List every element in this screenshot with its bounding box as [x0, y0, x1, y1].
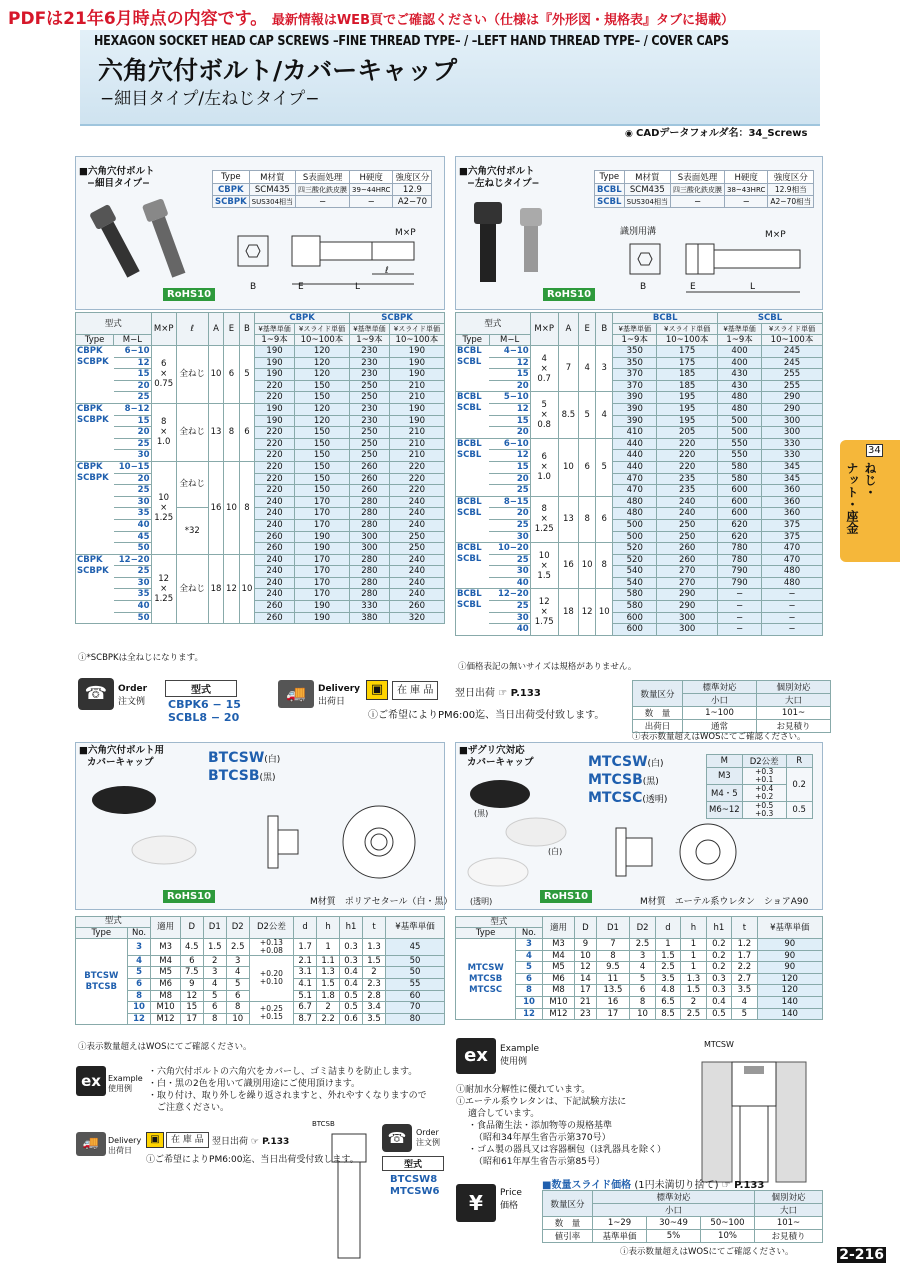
- page-number: 2-216: [839, 1247, 884, 1263]
- table-row: CBPK SCBPK 8−12 8 × 1.0 全ねじ 13 8 6 190 120 230 190: [76, 403, 445, 415]
- table-row: 15 190 120 230 190: [76, 415, 445, 427]
- title-english: HEXAGON SOCKET HEAD CAP SCREWS –FINE THREAD TYPE– / –LEFT HAND THREAD TYPE– / COVER CAPS: [94, 34, 729, 49]
- yen-icon: ¥: [456, 1184, 496, 1222]
- table-row: 12 350 175 400 245: [456, 357, 823, 369]
- table-row: 6 M6 14 11 5 3.5 1.3 0.3 2.7 120: [456, 973, 823, 985]
- lefthand-spec-table: Type M材質 S表面処理 H硬度 強度区分 BCBL SCM435 四三酸化鉄皮膜 38~43HRC 12.9相当 SCBL SUS304相当 − − A2−70相当: [594, 170, 814, 208]
- table-row: 30 540 270 790 480: [456, 566, 823, 578]
- lefthand-panel-title: ■六角穴付ボルト −左ねじタイプ−: [459, 166, 540, 189]
- table-row: 30 240 170 280 240: [76, 496, 445, 508]
- table-row: 12 440 220 550 330: [456, 450, 823, 462]
- cap-left-table: 型式 適用 D D1 D2 D2公差 d h h1 t ¥基準単価 Type No. BTCSW BTCSB 3 M3 4.5 1.5 2.5 +0.13 +0.08 1.7 1 0.3 1.3 45 4 M4 6 2 3 +0.20 +0.10 2.1 1.1 0.3 1.5 50 5 M5 7.5 3 4 3.1 1.3 0.4 2 50 6 M6 9 4 5 4.1 1.5 0.4 2.3 55 8 M8 12 5 6 5.1 1.8 0.5 2.8 60 10 M10 15 6 8 +0.25 +0.15 6.7 2 0.5 3.4 70 12 M12 17 8 10 8.7 2.2 0.6 3.5 80: [75, 916, 445, 1025]
- box-icon: ▣: [366, 680, 388, 700]
- table-row: MTCSW MTCSB MTCSC 3 M3 9 7 2.5 1 1 0.2 1.2 90: [456, 939, 823, 951]
- table-row: 15 370 185 430 255: [456, 369, 823, 381]
- cap-right-title: ■ザグリ穴対応 カバーキャップ: [459, 745, 534, 768]
- table-row: 25 580 290 − −: [456, 601, 823, 613]
- table-row: 20 370 185 430 255: [456, 380, 823, 392]
- cad-folder: ◉ CADデータフォルダ名：34_Screws: [625, 124, 807, 139]
- table-row: BCBL SCBL 5−10 5 × 0.8 8.5 5 4 390 195 480 290: [456, 392, 823, 404]
- dim-L: L: [355, 282, 361, 292]
- table-row: 15 190 120 230 190: [76, 369, 445, 381]
- order-example: CBPK6 − 15 SCBL8 − 20: [168, 698, 241, 724]
- table-row: 45 260 190 300 250: [76, 531, 445, 543]
- table-row: 5 M5 7.5 3 4 3.1 1.3 0.4 2 50: [76, 967, 445, 979]
- table-row: 5 M5 12 9.5 4 2.5 1 0.2 2.2 90: [456, 962, 823, 974]
- table-row: 8 M8 12 5 6 5.1 1.8 0.5 2.8 60: [76, 990, 445, 1002]
- table-row: 15 390 195 500 300: [456, 415, 823, 427]
- example-right-text: ⓘ耐加水分解性に優れています。 ⓘエーテル系ウレタンは、下記試験方法に 適合しています。 ・食品衛生法・添加物等の規格基準 （昭和34年厚生省告示第370号） ・ゴム製の器具又は容器梱包（ほ乳器具を除く） （昭和61年厚生省告示第85号）: [456, 1085, 667, 1167]
- fine-panel-title: ■六角穴付ボルト −細目タイプ−: [79, 166, 155, 189]
- table-row: CBPK SCBPK 6−10 6 × 0.75 全ねじ 10 6 5 190 120 230 190: [76, 346, 445, 358]
- price-slide-table: 数量区分 標準対応 個別対応 小口 大口 数 量 1~29 30~49 50~100 101~ 値引率 基準単価 5% 10% お見積り: [542, 1190, 823, 1243]
- cap-white-label: (白): [548, 847, 563, 856]
- groove-label: 識別用溝: [620, 227, 657, 237]
- fine-spec-table: Type M材質 S表面処理 H硬度 強度区分 CBPK SCM435 四三酸化鉄皮膜 39~44HRC 12.9 SCBPK SUS304相当 − − A2−70: [212, 170, 432, 208]
- dim-b-right: B: [640, 282, 647, 292]
- cap-right-table: 型式 適用 D D1 D2 d h h1 t ¥基準単価 Type No. MTCSW MTCSB MTCSC 3 M3 9 7 2.5 1 1 0.2 1.2 90 4 M4 10 8 3 1.5 1 0.2 1.7 90 5 M5 12 9.5 4 2.5 1 0.2 2.2 90 6 M6 14 11 5 3.5 1.3 0.3 2.7 120 8 M8 17 13.5 6 4.8 1.5 0.3 3.5 120 10 M10 21 16 8 6.5 2 0.4 4 140 12 M12 23 17 10 8.5 2.5 0.5 5 140: [455, 916, 823, 1020]
- table-row: BCBL SCBL 6−10 6 × 1.0 10 6 5 440 220 550 330: [456, 438, 823, 450]
- example-left-bolt: [318, 1128, 378, 1264]
- example-right-label: Example 使用例: [500, 1044, 540, 1067]
- table-row: 12 M12 17 8 10 8.7 2.2 0.6 3.5 80: [76, 1013, 445, 1025]
- table-row: 10 M10 15 6 8 +0.25 +0.15 6.7 2 0.5 3.4 70: [76, 1002, 445, 1014]
- truck-icon: 🚚: [278, 680, 314, 708]
- table-row: 50 260 190 300 250: [76, 543, 445, 555]
- table-row: 25 520 260 780 470: [456, 554, 823, 566]
- dim-L-right: L: [750, 282, 756, 292]
- cap-left-title: ■六角穴付ボルト用 カバーキャップ: [79, 745, 164, 768]
- example-right-cap-label: MTCSW: [704, 1040, 734, 1049]
- cap-left-photo: [84, 780, 204, 880]
- stock-label: 在 庫 品: [392, 681, 438, 700]
- lefthand-price-table: 型式 M×P A E B BCBL SCBL ¥基準単価 ¥スライド単価 ¥基準単価 ¥スライド単価 Type M−L 1~9本 10~100本 1~9本 10~100本 BCBL SCBL 4−10 4 × 0.7 7 4 3 350 175 400 245 12 350 175 400 245 15 370 185 430 255 20 370 185 430 255 BCBL SCBL 5−10 5 × 0.8 8.5 5 4 390 195 480 290 12 390 195 480 290 15 390 195 500 300 20 410 205 500 300 BCBL SCBL 6−10 6 × 1.0 10 6 5 440 220 550 330 12 440 220 550 330 15 440 220 580 345 20 470 235 580 345 25 470 235 600 360 BCBL SCBL 8−15 8 × 1.25 13 8 6 480 240 600 360 20 480 240 600 360 25 500 250 620 375 30 500 250 620 375 BCBL SCBL 10−20 10 × 1.5 16 10 8 520 260 780 470 25 520 260 780 470 30 540 270 790 480 40 540 270 790 480 BCBL SCBL 12−20 12 × 1.75 18 12 10 580 290 − − 25 580 290 − − 30 600 300 − − 40 600 300 − −: [455, 312, 823, 636]
- table-row: 20 220 150 250 210: [76, 427, 445, 439]
- table-row: 30 240 170 280 240: [76, 577, 445, 589]
- th-model: 型式: [76, 313, 152, 335]
- example-left-text: ・六角穴付ボルトの六角穴をカバーし、ゴミ詰まりを防止します。 ・白・黒の2色を用いて識別用途にご使用頂けます。 ・取り付け、取り外しを繰り返されますと、外れやすくなりますので ご注意ください。: [148, 1067, 427, 1113]
- table-row: 30 500 250 620 375: [456, 531, 823, 543]
- dim-e-right: E: [690, 282, 696, 292]
- cap-left-material: M材質 ポリアセタール（白・黒）: [310, 897, 453, 907]
- title-japanese: 六角穴付ボルト/カバーキャップ: [98, 56, 458, 85]
- qty-table: 数量区分 標準対応 個別対応 小口 大口 数 量 1~100 101~ 出荷日 通常 お見積り: [632, 680, 831, 733]
- order-label: Order 注文例: [118, 684, 148, 707]
- table-row: BCBL SCBL 4−10 4 × 0.7 7 4 3 350 175 400 245: [456, 346, 823, 358]
- lefthand-note: ⓘ価格表記の無いサイズは規格がありません。: [458, 662, 637, 672]
- cap-left-drawing: [244, 796, 434, 886]
- rohs-badge-right: RoHS10: [543, 288, 595, 301]
- fine-note: ⓘ*SCBPKは全ねじになります。: [78, 653, 203, 663]
- table-row: 40 600 300 − −: [456, 624, 823, 636]
- cap-right-models: MTCSW(白) MTCSB(黒) MTCSC(透明): [588, 754, 668, 806]
- price-label: Price 価格: [500, 1188, 522, 1211]
- cap-right-drawing: [596, 818, 756, 888]
- lefthand-bolt-photo: [462, 196, 562, 288]
- table-row: 35 *32 240 170 280 240: [76, 508, 445, 520]
- example-label: Example 使用例: [108, 1074, 143, 1093]
- dim-l: ℓ: [385, 266, 389, 276]
- table-row: CBPK SCBPK 10−15 10 × 1.25 全ねじ 16 10 8 220 150 260 220: [76, 461, 445, 473]
- phone-icon-2: ☎: [382, 1124, 412, 1152]
- cap-clear-label: (透明): [470, 897, 493, 906]
- box-icon-2: ▣: [146, 1132, 164, 1148]
- table-row: BCBL SCBL 8−15 8 × 1.25 13 8 6 480 240 600 360: [456, 496, 823, 508]
- delivery-note: ⓘご希望によりPM6:00迄、当日出荷受付致します。: [368, 710, 605, 721]
- ship-next-day: 翌日出荷 ☞ P.133: [455, 688, 541, 699]
- price-slide-title: ■数量スライド価格 (1円未満切り捨て) ☞ P.133: [542, 1180, 765, 1191]
- dim-b: B: [250, 282, 257, 292]
- table-row: 10 M10 21 16 8 6.5 2 0.4 4 140: [456, 996, 823, 1008]
- table-row: 12 M12 23 17 10 8.5 2.5 0.5 5 140: [456, 1008, 823, 1020]
- category-tab[interactable]: [840, 440, 900, 562]
- table-row: BCBL SCBL 12−20 12 × 1.75 18 12 10 580 290 − −: [456, 589, 823, 601]
- table-row: 12 190 120 230 190: [76, 357, 445, 369]
- table-row: 25 470 235 600 360: [456, 485, 823, 497]
- truck-icon-2: 🚚: [76, 1132, 106, 1156]
- lefthand-bolt-drawing: [624, 236, 814, 300]
- table-row: BCBL SCBL 10−20 10 × 1.5 16 10 8 520 260 780 470: [456, 543, 823, 555]
- category-label-1: ねじ・: [863, 462, 877, 498]
- table-row: 40 260 190 330 260: [76, 601, 445, 613]
- table-row: 25 220 150 260 220: [76, 485, 445, 497]
- table-row: 30 220 150 250 210: [76, 450, 445, 462]
- category-label-2: ナット・座金: [845, 462, 859, 534]
- table-row: 30 600 300 − −: [456, 612, 823, 624]
- pdf-notice: PDFは21年6月時点の内容です。 最新情報はWEB頁でご確認ください（仕様は『外形図・規格表』タブに掲載）: [8, 9, 734, 29]
- order2-label: Order 注文例: [416, 1128, 440, 1147]
- table-row: BTCSW BTCSB 3 M3 4.5 1.5 2.5 +0.13 +0.08 1.7 1 0.3 1.3 45: [76, 938, 445, 955]
- order2-header: 型式: [382, 1156, 444, 1171]
- dim-e: E: [298, 282, 304, 292]
- dim-mxp: M×P: [395, 228, 416, 238]
- table-row: 25 500 250 620 375: [456, 519, 823, 531]
- table-row: 25 220 150 250 210: [76, 438, 445, 450]
- delivery2-label: Delivery 出荷日: [108, 1136, 142, 1155]
- table-row: 20 220 150 260 220: [76, 473, 445, 485]
- rohs-badge-cap-left: RoHS10: [163, 890, 215, 903]
- ship-next-day-2: 翌日出荷 ☞ P.133: [212, 1137, 290, 1147]
- table-row: 15 440 220 580 345: [456, 461, 823, 473]
- phone-icon: ☎: [78, 678, 114, 710]
- cap-left-note: ⓘ表示数量超えはWOSにてご確認ください。: [78, 1042, 252, 1052]
- tolerance-table: M D2公差 R M3 +0.3 +0.1 0.2 M4・5 +0.4 +0.2 M6~12 +0.5 +0.3 0.5: [706, 754, 813, 819]
- delivery-label: Delivery 出荷日: [318, 684, 361, 707]
- example-left-cap-label: BTCSB: [312, 1120, 335, 1128]
- order-header: 型式: [165, 680, 237, 697]
- table-row: 6 M6 9 4 5 4.1 1.5 0.4 2.3 55: [76, 978, 445, 990]
- rohs-badge: RoHS10: [163, 288, 215, 301]
- rohs-badge-cap-right: RoHS10: [540, 890, 592, 903]
- table-row: 20 220 150 250 210: [76, 380, 445, 392]
- fine-bolt-photo: [82, 196, 192, 288]
- cap-right-material: M材質 エーテル系ウレタン ショアA90: [640, 897, 809, 907]
- qty-note: ⓘ表示数量超えはWOSにてご確認ください。: [632, 732, 806, 742]
- price-slide-note: ⓘ表示数量超えはWOSにてご確認ください。: [620, 1247, 794, 1257]
- dim-mxp-right: M×P: [765, 230, 786, 240]
- table-row: 25 240 170 280 240: [76, 566, 445, 578]
- example-icon: ex: [76, 1066, 106, 1096]
- table-row: 35 240 170 280 240: [76, 589, 445, 601]
- table-row: CBPK SCBPK 12−20 12 × 1.25 全ねじ 18 12 10 240 170 280 240: [76, 554, 445, 566]
- table-row: 25 220 150 250 210: [76, 392, 445, 404]
- table-row: 4 M4 6 2 3 +0.20 +0.10 2.1 1.1 0.3 1.5 50: [76, 955, 445, 967]
- table-row: 4 M4 10 8 3 1.5 1 0.2 1.7 90: [456, 950, 823, 962]
- table-row: 12 390 195 480 290: [456, 403, 823, 415]
- table-row: 8 M8 17 13.5 6 4.8 1.5 0.3 3.5 120: [456, 985, 823, 997]
- example-icon-right: ex: [456, 1038, 496, 1074]
- table-row: 20 470 235 580 345: [456, 473, 823, 485]
- fine-price-table: 型式 M×P ℓ A E B CBPK SCBPK ¥基準単価 ¥スライド単価 ¥基準単価 ¥スライド単価 Type M−L 1~9本 10~100本 1~9本 10~100本 CBPK SCBPK 6−10 6 × 0.75 全ねじ 10 6 5 190 120 230 190 12 190 120 230 190 15 190 120 230 190 20 220 150 250 210 25 220 150 250 210 CBPK SCBPK 8−12 8 × 1.0 全ねじ 13 8 6 190 120 230 190 15 190 120 230 190 20 220 150 250 210 25 220 150 250 210 30 220 150 250 210 CBPK SCBPK 10−15 10 × 1.25 全ねじ 16 10 8 220 150 260 220 20 220 150 260 220 25 220 150 260 220 30 240 170 280 240 35 *32 240 170 280 240 40 240 170 280 240 45 260 190 300 250 50 260 190 300 250 CBPK SCBPK 12−20 12 × 1.25 全ねじ 18 12 10 240 170 280 240 25 240 170 280 240 30 240 170 280 240 35 240 170 280 240 40 260 190 330 260 50 260 190 380 320: [75, 312, 445, 624]
- table-row: 40 240 170 280 240: [76, 519, 445, 531]
- th-model: 型式: [456, 313, 531, 335]
- table-row: 40 540 270 790 480: [456, 577, 823, 589]
- table-row: 20 410 205 500 300: [456, 427, 823, 439]
- cap-right-photo: [462, 776, 582, 906]
- cap-left-models: BTCSW(白) BTCSB(黒): [208, 750, 281, 784]
- category-number: 34: [868, 445, 881, 456]
- order2-example: BTCSW8 MTCSW6: [390, 1174, 440, 1197]
- title-subtitle: −細目タイプ/左ねじタイプ−: [100, 89, 320, 109]
- table-row: 50 260 190 380 320: [76, 612, 445, 624]
- example-right-drawing: [700, 1052, 810, 1184]
- table-row: 20 480 240 600 360: [456, 508, 823, 520]
- cap-black-label: (黒): [474, 809, 489, 818]
- delivery2-note: ⓘご希望によりPM6:00迄、当日出荷受付致します。: [146, 1155, 359, 1165]
- stock-label-2: 在 庫 品: [166, 1132, 209, 1148]
